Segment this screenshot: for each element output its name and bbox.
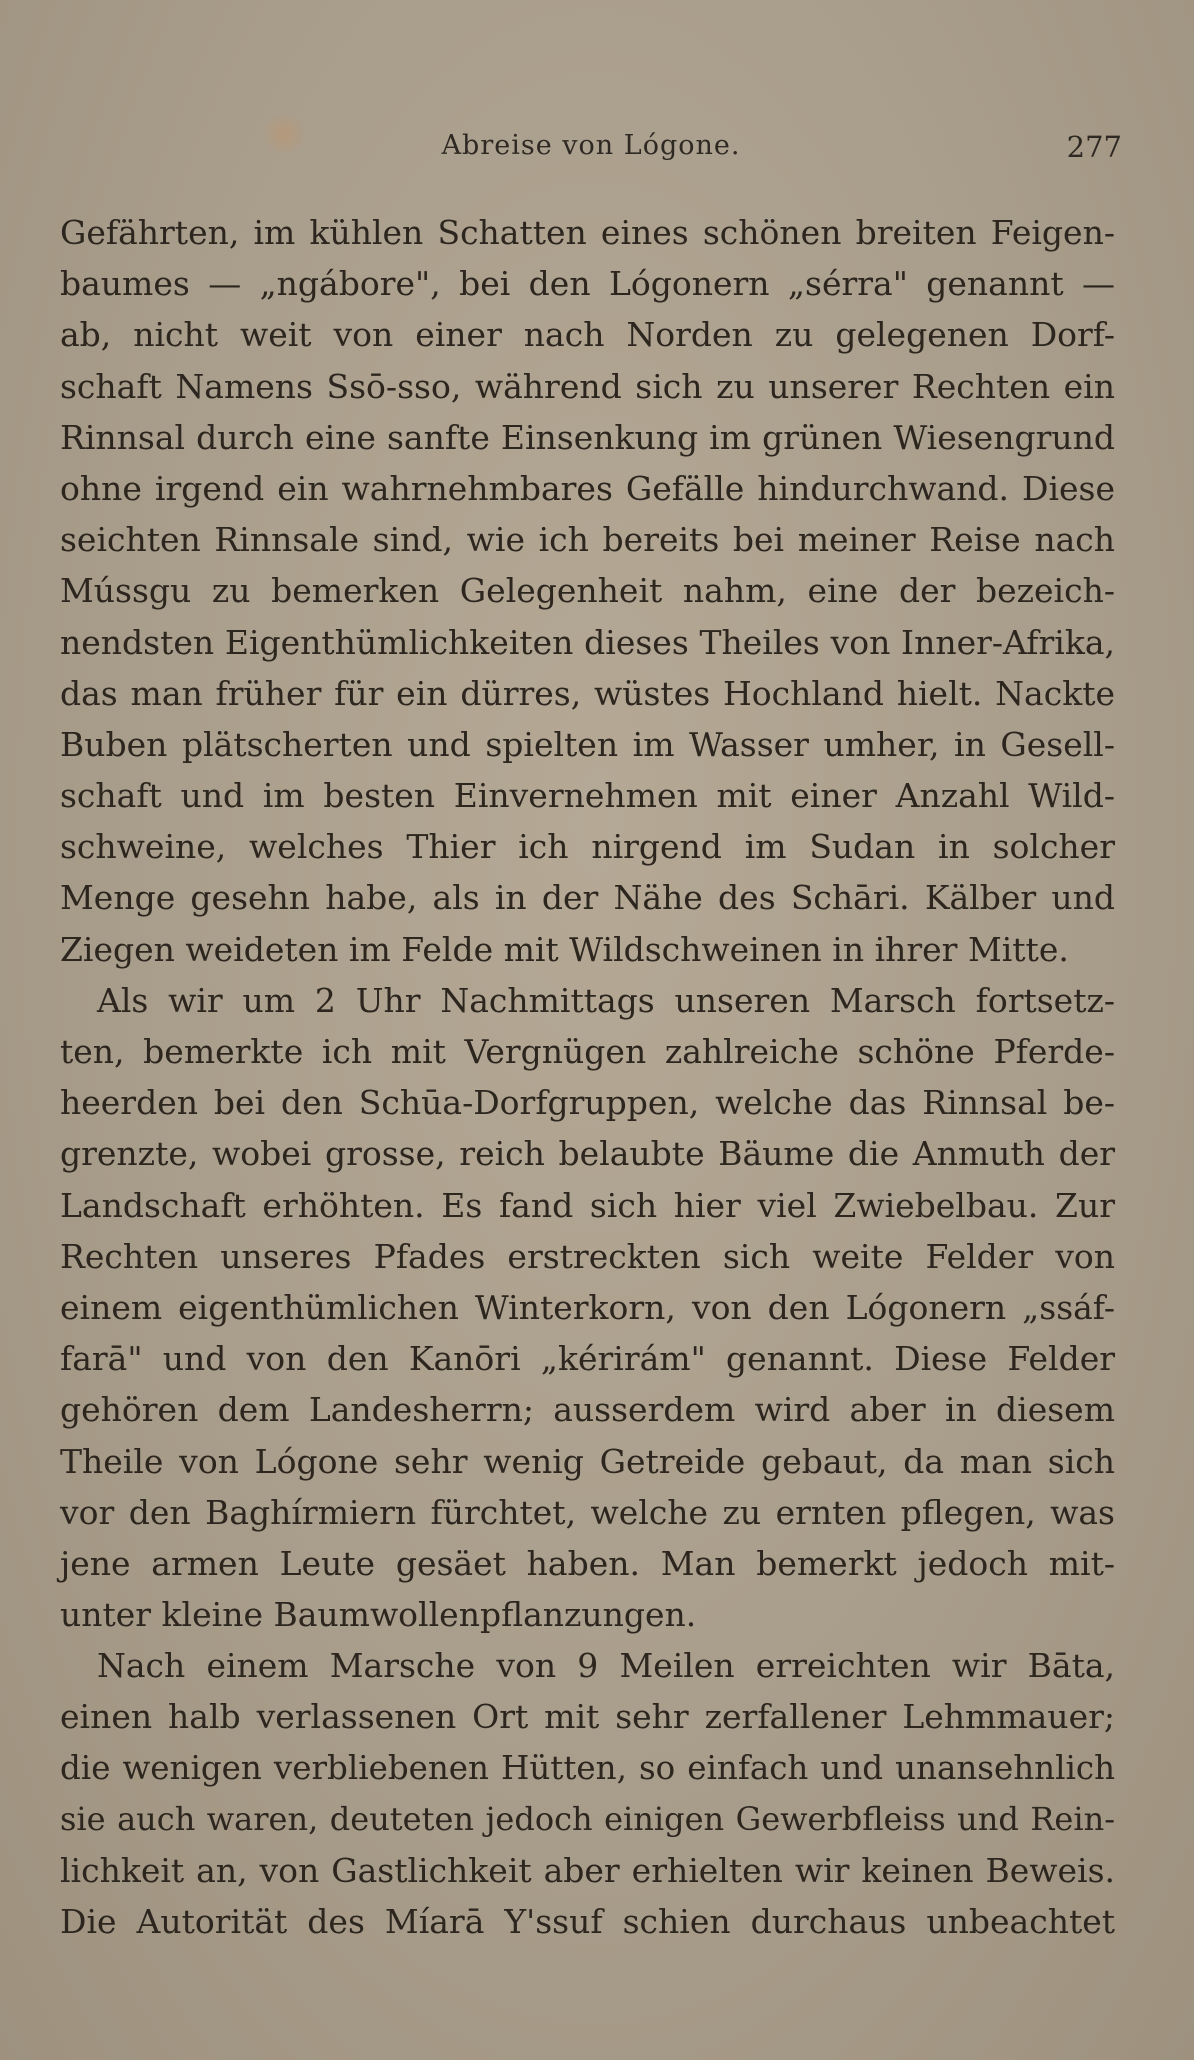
text-line: lichkeit an, von Gastlichkeit aber erhielten wir keinen Beweis. (60, 1851, 1115, 1890)
text-line: Theile von Lógone sehr wenig Getreide gebaut, da man sich (60, 1441, 1115, 1481)
text-line: Rinnsal durch eine sanfte Einsenkung im grünen Wiesengrund (60, 417, 1115, 457)
text-line: einen halb verlassenen Ort mit sehr zerfallener Lehmmauer; (60, 1697, 1115, 1737)
text-line: Ziegen weideten im Felde mit Wildschweinen in ihrer Mitte. (60, 929, 1069, 969)
text-line: schaft Namens Ssō-sso, während sich zu unserer Rechten ein (60, 366, 1115, 406)
text-line: farā" und von den Kanōri „kérirám" genannt. Diese Felder (60, 1339, 1115, 1379)
text-line: sie auch waren, deuteten jedoch einigen Gewerbfleiss und Rein- (60, 1799, 1115, 1838)
text-line: Gefährten, im kühlen Schatten eines schönen breiten Feigen- (60, 213, 1115, 252)
text-line: Rechten unseres Pfades erstreckten sich weite Felder von (60, 1236, 1115, 1276)
text-line: einem eigenthümlichen Winterkorn, von den Lógonern „ssáf- (60, 1287, 1115, 1327)
text-line: heerden bei den Schūa-Dorfgruppen, welche das Rinnsal be- (60, 1083, 1115, 1123)
running-title: Abreise von Lógone. (441, 130, 741, 161)
text-line: ohne irgend ein wahrnehmbares Gefälle hindurchwand. Diese (60, 468, 1115, 508)
text-line: das man früher für ein dürres, wüstes Hochland hielt. Nackte (60, 673, 1115, 713)
text-line: ab, nicht weit von einer nach Norden zu gelegenen Dorf- (60, 315, 1115, 355)
text-line: grenzte, wobei grosse, reich belaubte Bäume die Anmuth der (60, 1134, 1115, 1174)
text-line: nendsten Eigenthümlichkeiten dieses Theiles von Inner-Afrika, (60, 622, 1115, 662)
text-line: gehören dem Landesherrn; ausserdem wird aber in diesem (60, 1390, 1115, 1430)
text-line: seichten Rinnsale sind, wie ich bereits bei meiner Reise nach (60, 520, 1115, 560)
page-number: 277 (1066, 130, 1122, 164)
body-text (60, 207, 1115, 1947)
text-line: die wenigen verbliebenen Hütten, so einfach und unansehnlich (60, 1748, 1115, 1787)
text-line: schaft und im besten Einvernehmen mit einer Anzahl Wild- (60, 776, 1115, 816)
text-line: jene armen Leute gesäet haben. Man bemerkt jedoch mit- (60, 1543, 1115, 1583)
text-line: baumes — „ngábore", bei den Lógonern „sérra" genannt — (60, 264, 1115, 304)
text-line: Landschaft erhöhten. Es fand sich hier viel Zwiebelbau. Zur (60, 1185, 1115, 1225)
text-line: vor den Baghírmiern fürchtet, welche zu ernten pflegen, was (60, 1492, 1115, 1532)
text-line: unter kleine Baumwollenpflanzungen. (60, 1595, 697, 1635)
page-header (60, 130, 1122, 180)
text-line: Buben plätscherten und spielten im Wasser umher, in Gesell- (60, 724, 1115, 764)
text-line: Die Autorität des Míarā Y'ssuf schien durchaus unbeachtet (60, 1902, 1115, 1942)
paragraph-start-line: Als wir um 2 Uhr Nachmittags unseren Marsch fortsetz- (97, 980, 1115, 1020)
text-line: schweine, welches Thier ich nirgend im Sudan in solcher (60, 827, 1115, 867)
text-line: Menge gesehn habe, als in der Nähe des Schāri. Kälber und (60, 878, 1115, 918)
paragraph-start-line: Nach einem Marsche von 9 Meilen erreichten wir Bāta, (97, 1646, 1115, 1686)
text-line: Mússgu zu bemerken Gelegenheit nahm, eine der bezeich- (60, 571, 1115, 611)
text-line: ten, bemerkte ich mit Vergnügen zahlreiche schöne Pferde- (60, 1032, 1115, 1071)
